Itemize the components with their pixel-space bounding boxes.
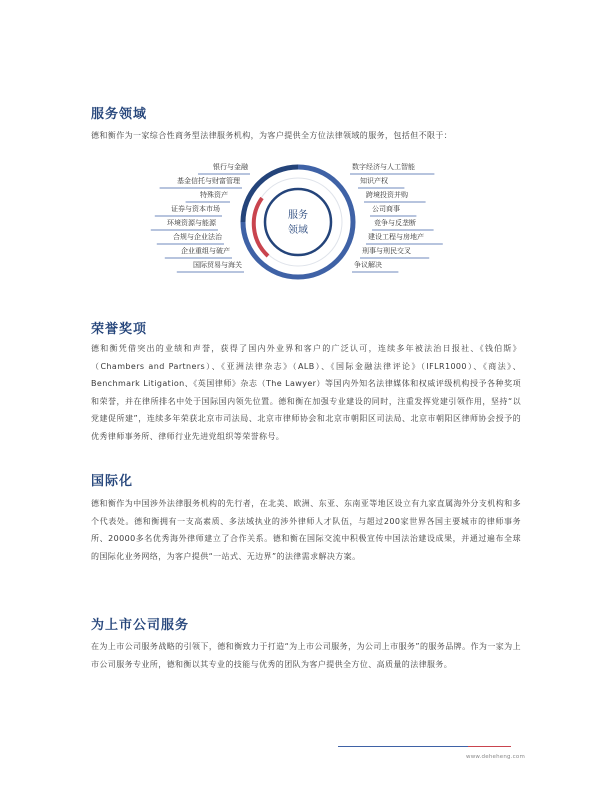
- right-service-item: 争议解决: [354, 261, 382, 269]
- services-diagram-graphics: [0, 160, 600, 285]
- services-diagram: [0, 160, 600, 285]
- section-title-services: 服务领域: [91, 107, 148, 122]
- left-service-item: 合规与企业法治: [173, 233, 222, 241]
- footer-url: www.deheheng.com: [466, 754, 526, 760]
- section-title-international: 国际化: [91, 474, 134, 489]
- footer-line-red: [468, 746, 511, 747]
- right-service-item: 数字经济与人工智能: [352, 163, 415, 171]
- center-circle: [265, 189, 331, 255]
- center-label-line2: 领域: [288, 225, 308, 236]
- right-service-item: 跨境投资并购: [366, 191, 408, 199]
- left-service-item: 企业重组与破产: [181, 247, 230, 255]
- honors-body: 德和衡凭借突出的业绩和声誉，获得了国内外业界和客户的广泛认可，连续多年被法治日报社、《钱伯斯》（Chambers and Partners）、《亚洲法律杂志》（ALB）、《国际金融法律评论》（IFLR1000）、《商法》、Benchmark Litigation、《英国律师》杂志（The Lawyer）等国内外知名法律媒体和权威评级机构授予各种奖项和荣誉，并在律所排名中处于国际国内领先位置。德和衡在加强专业建设的同时，注重发挥党建引领作用，坚持“以党建促所建”，连续多年荣获北京市司法局、北京市律师协会和北京市朝阳区司法局、北京市朝阳区律师协会授予的优秀律师事务所、律师行业先进党组织等荣誉称号。: [91, 344, 521, 441]
- services-intro: 德和衡作为一家综合性商务型法律服务机构，为客户提供全方位法律领域的服务，包括但不限于：: [91, 131, 453, 140]
- left-service-item: 特殊资产: [200, 191, 228, 199]
- listed-body: 在为上市公司服务战略的引领下，德和衡致力于打造“为上市公司服务，为公司上市服务”的服务品牌。作为一家为上市公司服务专业所，德和衡以其专业的技能与优秀的团队为客户提供全方位、高质量的法律服务。: [91, 642, 521, 669]
- section-title-honors: 荣誉奖项: [91, 322, 148, 337]
- section-title-listed: 为上市公司服务: [91, 618, 190, 633]
- left-service-item: 环境资源与能源: [167, 219, 216, 227]
- right-service-item: 建设工程与房地产: [368, 233, 424, 241]
- center-label-line1: 服务: [288, 210, 308, 221]
- right-service-item: 公司商事: [372, 205, 400, 213]
- left-service-item: 基金信托与财富管理: [177, 177, 240, 185]
- right-service-item: 知识产权: [360, 177, 388, 185]
- right-service-item: 刑事与刑民交叉: [362, 247, 411, 255]
- footer-line-blue: [338, 746, 468, 747]
- left-service-item: 证券与资本市场: [171, 205, 220, 213]
- international-body: 德和衡作为中国涉外法律服务机构的先行者，在北美、欧洲、东亚、东南亚等地区设立有九家直属海外分支机构和多个代表处。德和衡拥有一支高素质、多法域执业的涉外律师人才队伍，与超过200家世界各国主要城市的律师事务所、20000多名优秀海外律师建立了合作关系。德和衡在国际交流中积极宣传中国法治建设成果，并通过遍布全球的国际化业务网络，为客户提供“一站式、无边界”的法律需求解决方案。: [91, 499, 521, 561]
- left-service-item: 银行与金融: [213, 163, 248, 171]
- right-service-item: 竞争与反垄断: [374, 219, 416, 227]
- left-service-item: 国际贸易与海关: [193, 261, 242, 269]
